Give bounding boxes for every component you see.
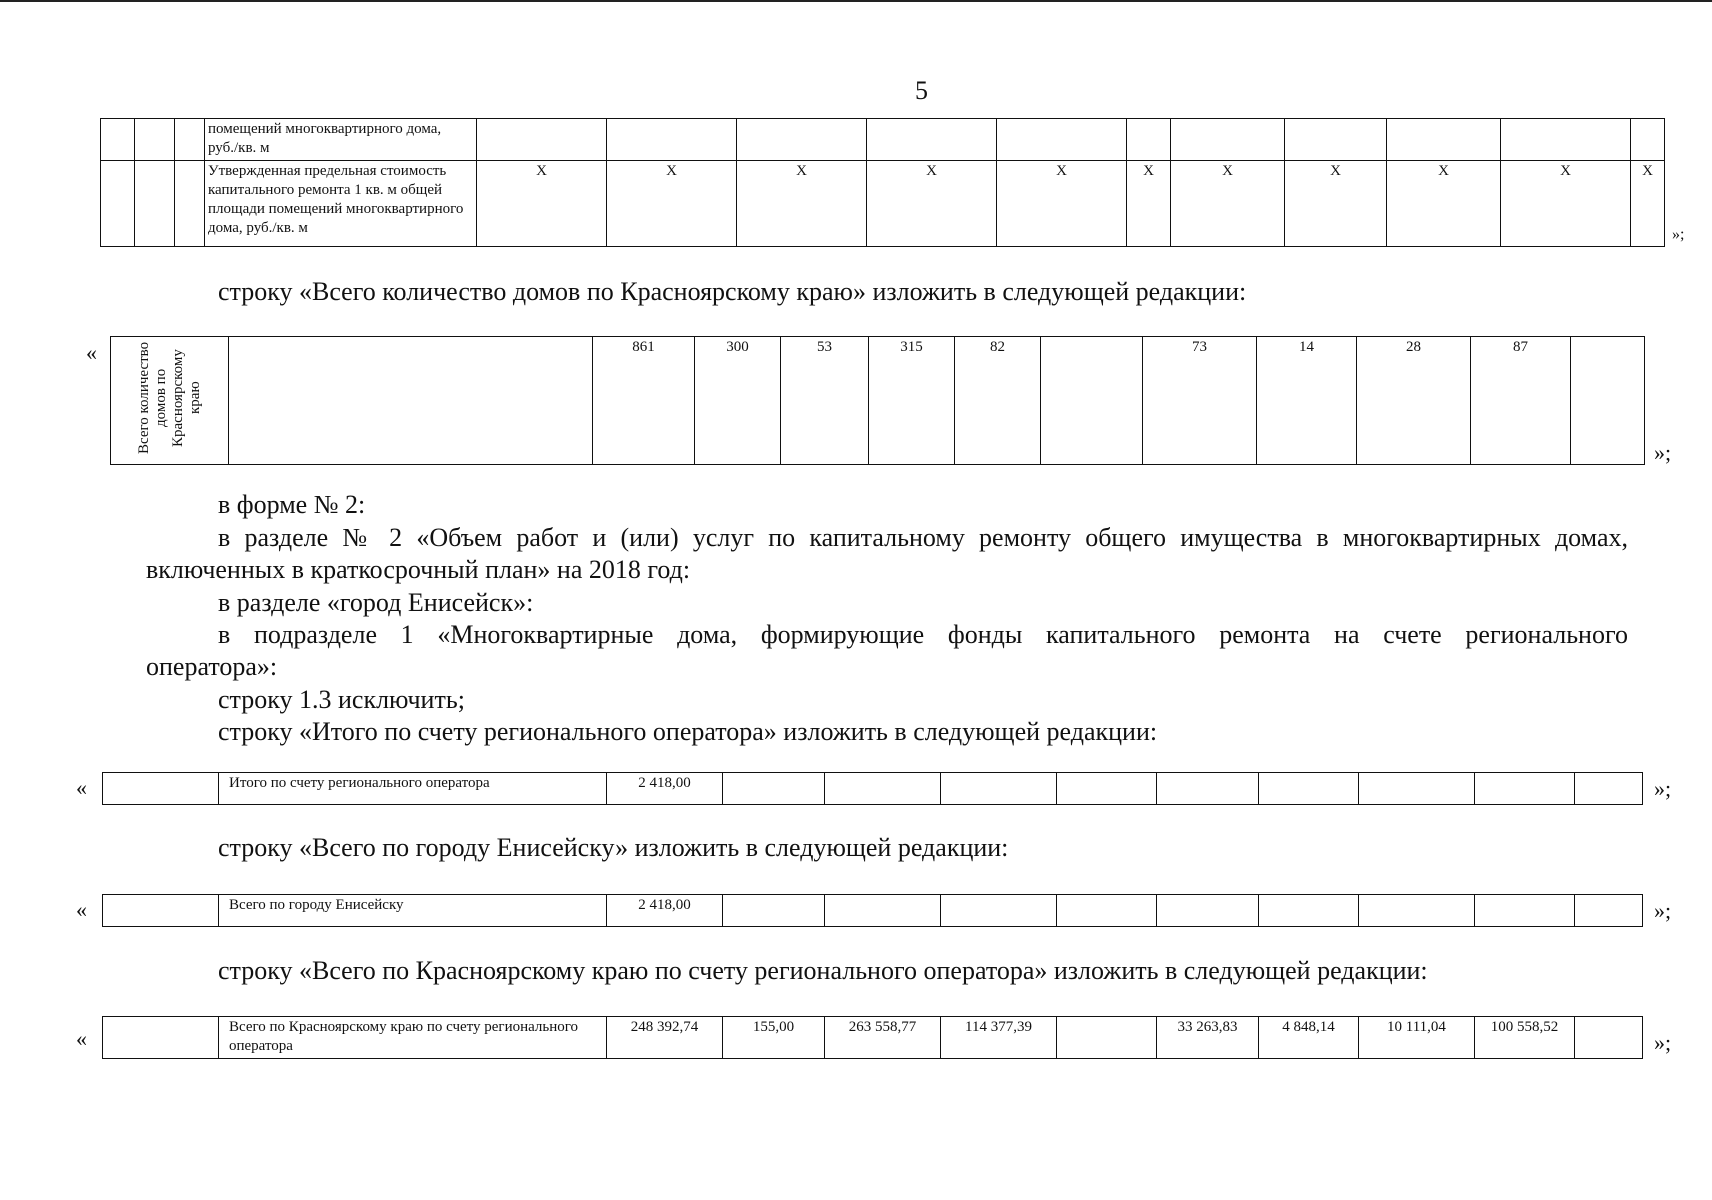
table-cell: 155,00 [723,1017,825,1059]
x-mark: X [867,161,997,247]
table-cell [1575,895,1643,927]
table-cell [1057,895,1157,927]
table-region-total [102,1016,1643,1059]
table-cell: 87 [1471,337,1571,465]
paragraph: строку «Всего по городу Енисейску» изложить в следующей редакции: [218,833,1009,862]
table-cell [825,895,941,927]
table-cell [1157,773,1259,805]
table-cell [1041,337,1143,465]
close-quote: »; [1654,440,1672,465]
table-cell: 300 [695,337,781,465]
table-cell [1259,895,1359,927]
paragraph: оператора»: [146,652,278,681]
table-cell [723,895,825,927]
paragraph: строку «Всего количество домов по Красноярскому краю» изложить в следующей редакции: [218,277,1247,306]
table-cell: 263 558,77 [825,1017,941,1059]
x-mark: X [737,161,867,247]
paragraph: строку «Всего по Красноярскому краю по счету регионального оператора» изложить в следующей редакции: [218,956,1428,985]
x-mark: X [1285,161,1387,247]
x-mark: X [1631,161,1665,247]
table-cell: 82 [955,337,1041,465]
table-cell: 14 [1257,337,1357,465]
table-cell [1571,337,1645,465]
table-cell: 2 418,00 [607,773,723,805]
table-operator-total [102,772,1643,805]
row-label-vertical: Всего количество домов по Красноярскому краю [135,341,203,455]
x-mark: X [607,161,737,247]
table-cell: 33 263,83 [1157,1017,1259,1059]
table-row [101,119,1665,161]
paragraph: в разделе «город Енисейск»: [218,588,534,617]
row-label: Всего по городу Енисейску [219,895,607,927]
table-cell [1575,1017,1643,1059]
table-cell: 861 [593,337,695,465]
table-cell [1359,773,1475,805]
table-row [101,161,1665,247]
table-row [103,1017,1643,1059]
table-cell: 73 [1143,337,1257,465]
row-label: Утвержденная предельная стоимость капитального ремонта 1 кв. м общей площади помещений многоквартирного дома, руб./кв. м [205,161,477,247]
table-city-total [102,894,1643,927]
table-cell: 248 392,74 [607,1017,723,1059]
x-mark: X [1501,161,1631,247]
table-cell [1359,895,1475,927]
top-border-line [0,0,1712,2]
table-cell [825,773,941,805]
table-cell: 2 418,00 [607,895,723,927]
x-mark: X [997,161,1127,247]
x-mark: X [1387,161,1501,247]
table-cell [941,773,1057,805]
close-quote: »; [1654,898,1672,923]
paragraph: строку 1.3 исключить; [218,685,465,714]
row-label: помещений многоквартирного дома, руб./кв. м [205,119,477,161]
table-cell [1259,773,1359,805]
table-cell [1057,1017,1157,1059]
page-number: 5 [915,76,928,105]
open-quote: « [76,897,87,922]
row-label: Всего по Красноярскому краю по счету регионального оператора [219,1017,607,1059]
paragraph: включенных в краткосрочный план» на 2018 год: [146,555,691,584]
close-quote: »; [1654,776,1672,801]
table-row [103,773,1643,805]
paragraph: строку «Итого по счету регионального оператора» изложить в следующей редакции: [218,717,1158,746]
paragraph: в разделе № 2 «Объем работ и (или) услуг по капитальному ремонту общего имущества в многоквартирных домах, [218,523,1628,552]
table-cell [1057,773,1157,805]
x-mark: X [1127,161,1171,247]
table-cell [1475,895,1575,927]
table-row [111,337,1645,465]
open-quote: « [86,340,97,365]
row-label: Итого по счету регионального оператора [219,773,607,805]
table-row [103,895,1643,927]
table-cell [1475,773,1575,805]
open-quote: « [76,775,87,800]
paragraph: в подразделе 1 «Многоквартирные дома, формирующие фонды капитального ремонта на счете регионального [218,620,1628,649]
table-cell [941,895,1057,927]
table-cell: 10 111,04 [1359,1017,1475,1059]
close-quote: »; [1654,1030,1672,1055]
x-mark: X [1171,161,1285,247]
table-cell [1575,773,1643,805]
close-quote: »; [1672,226,1685,243]
table-cell: 100 558,52 [1475,1017,1575,1059]
open-quote: « [76,1026,87,1051]
x-mark: X [477,161,607,247]
table-cell: 4 848,14 [1259,1017,1359,1059]
table-cell: 28 [1357,337,1471,465]
table-cell [723,773,825,805]
table-cell: 315 [869,337,955,465]
paragraph: в форме № 2: [218,490,366,519]
table-cell [1157,895,1259,927]
table-total-houses [110,336,1645,465]
table-cell: 114 377,39 [941,1017,1057,1059]
table-unit-cost [100,118,1665,247]
table-cell: 53 [781,337,869,465]
